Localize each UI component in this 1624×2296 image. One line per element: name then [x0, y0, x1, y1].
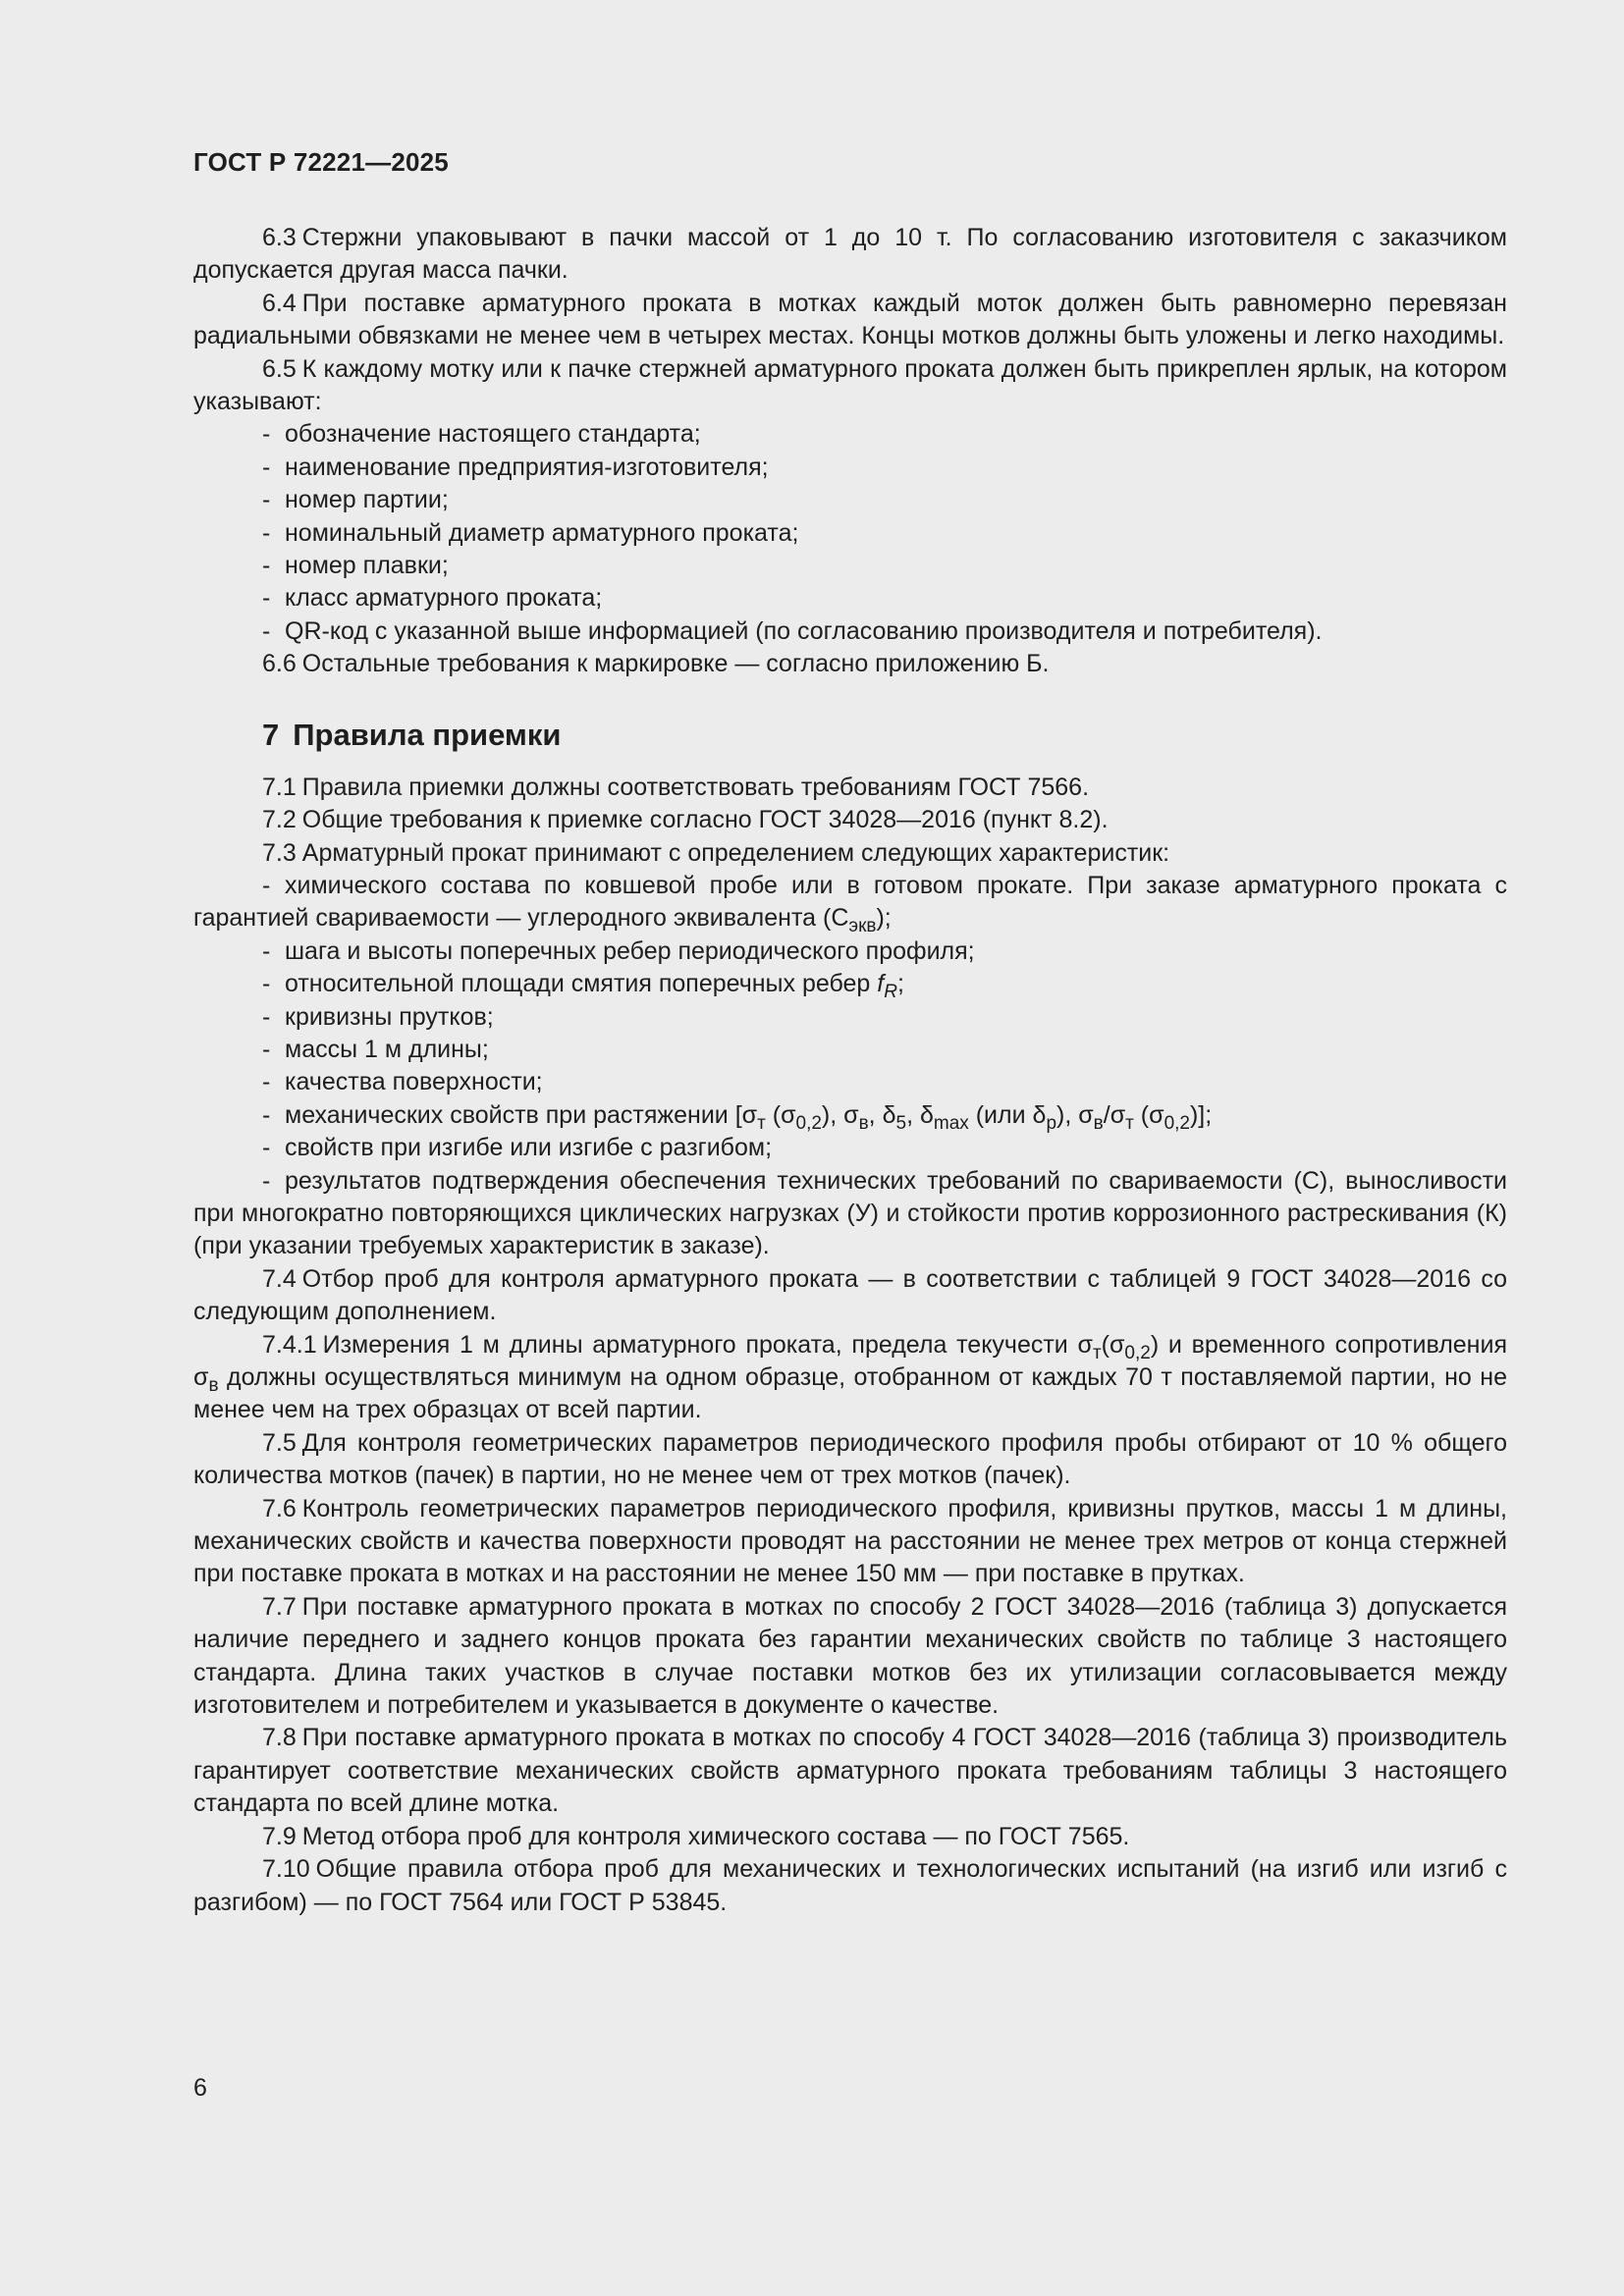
- paragraph-text: К каждому мотку или к пачке стержней арматурного проката должен быть прикреплен ярлык, на котором указывают:: [193, 354, 1507, 416]
- paragraph-text: Общие требования к приемке согласно ГОСТ 34028—2016 (пункт 8.2).: [301, 806, 1109, 834]
- document-body: [193, 222, 1507, 1919]
- paragraph-number: 6.6: [262, 650, 297, 678]
- list-item: - результатов подтверждения обеспечения технических требований по свариваемости (С), выносливости при многократно повторяющихся циклических нагрузках (У) и стойкости против коррозионного растрескивания (К) (при указании требуемых характеристик в заказе).: [193, 1166, 1507, 1260]
- paragraph-7-4-1: 7.4.1 Измерения 1 м длины арматурного проката, предела текучести $\sigma_т(\sigma_{0,2})$ и временного сопротивления $\sigma_в$ должны осуществляться минимум на одном образце, отобранном от каждых 70 т поставляемой партии, но не менее чем на трех образцах от всей партии.: [193, 1330, 1507, 1424]
- paragraph-7-10: [193, 1853, 1507, 1919]
- paragraph-number: 6.4: [262, 289, 297, 317]
- paragraph-6-4: [193, 288, 1507, 353]
- paragraph-number: 7.9: [262, 1822, 297, 1850]
- paragraph-text: Для контроля геометрических параметров периодического профиля пробы отбирают от 10 % общего количества мотков (пачек) в партии, но не менее чем от трех мотков (пачек).: [193, 1428, 1507, 1490]
- paragraph-number: 7.1: [262, 773, 297, 801]
- list-item: - номинальный диаметр арматурного проката;: [193, 517, 1507, 550]
- paragraph-7-4: [193, 1263, 1507, 1329]
- paragraph-text: При поставке арматурного проката в мотках по способу 4 ГОСТ 34028—2016 (таблица 3) производитель гарантирует соответствие механических свойств арматурного проката требованиям таблицы 3 настоящего стандарта по всей длине мотка.: [193, 1724, 1507, 1818]
- list-dash: -: [262, 871, 271, 899]
- page-number: 6: [193, 2074, 207, 2102]
- paragraph-7-9: [193, 1821, 1507, 1853]
- list-item: - класс арматурного проката;: [193, 582, 1507, 614]
- paragraph-7-6: [193, 1493, 1507, 1591]
- list-dash: -: [262, 936, 271, 965]
- paragraph-7-3: [193, 837, 1507, 870]
- paragraph-number: 6.5: [262, 354, 297, 383]
- paragraph-text: Метод отбора проб для контроля химического состава — по ГОСТ 7565.: [301, 1822, 1130, 1850]
- paragraph-7-7: [193, 1591, 1507, 1723]
- list-dash: -: [262, 970, 271, 998]
- paragraph-6-6: [193, 648, 1507, 680]
- paragraph-7-1: [193, 772, 1507, 804]
- paragraph-7-8: [193, 1722, 1507, 1820]
- list-item: - механических свойств при растяжении [$\sigma_т$ $(\sigma_{0,2})$, $\sigma_в$, $\delta_5$, $\delta_{max}$ (или $\delta_р$), $\sigma_в/\sigma_т$ $(\sigma_{0,2})$];: [262, 1100, 1213, 1134]
- paragraph-text: Стержни упаковывают в пачки массой от 1 до 10 т. По согласованию изготовителя с заказчиком допускается другая масса пачки.: [193, 224, 1507, 285]
- list-dash: -: [262, 1100, 271, 1129]
- list-dash: -: [262, 1068, 271, 1096]
- paragraph-text: Контроль геометрических параметров периодического профиля, кривизны прутков, массы 1 м длины, механических свойств и качества поверхности проводят на расстоянии не менее трех метров от конца стержней при поставке проката в мотках и на расстоянии не менее 150 мм — при поставке в прутках.: [193, 1494, 1507, 1588]
- paragraph-7-2: [193, 804, 1507, 836]
- paragraph-number: 7.10: [262, 1855, 310, 1884]
- list-item: - качества поверхности;: [193, 1066, 1507, 1098]
- list-item: - кривизны прутков;: [193, 1001, 1507, 1034]
- list-item: - номер партии;: [193, 484, 1507, 516]
- list-dash: -: [262, 584, 271, 613]
- document-header: ГОСТ Р 72221—2025: [193, 147, 449, 177]
- paragraph-text: Отбор проб для контроля арматурного проката — в соответствии с таблицей 9 ГОСТ 34028—2016 со следующим дополнением.: [193, 1264, 1507, 1326]
- section-number: 7: [262, 717, 280, 752]
- paragraph-number: 7.5: [262, 1428, 297, 1457]
- paragraph-number: 7.8: [262, 1724, 297, 1752]
- list-dash: -: [262, 1166, 271, 1195]
- list-dash: -: [262, 552, 271, 580]
- paragraph-number: 7.6: [262, 1494, 297, 1522]
- list-item: - шага и высоты поперечных ребер периодического профиля;: [193, 935, 1507, 968]
- paragraph-text: Общие правила отбора проб для механических и технологических испытаний (на изгиб или изгиб с разгибом) — по ГОСТ 7564 или ГОСТ Р 53845.: [193, 1855, 1507, 1916]
- list-dash: -: [262, 1134, 271, 1162]
- list-item: - массы 1 м длины;: [193, 1034, 1507, 1066]
- paragraph-text: Остальные требования к маркировке — согласно приложению Б.: [301, 650, 1050, 678]
- list-item: - обозначение настоящего стандарта;: [193, 418, 1507, 451]
- paragraph-text: При поставке арматурного проката в мотках по способу 2 ГОСТ 34028—2016 (таблица 3) допускается наличие переднего и заднего концов проката без гарантии механических свойств по таблице 3 настоящего стандарта. Длина таких участков в случае поставки мотков без их утилизации согласовывается между изготовителем и потребителем и указывается в документе о качестве.: [193, 1592, 1507, 1720]
- paragraph-number: 7.3: [262, 838, 297, 867]
- paragraph-6-3: [193, 222, 1507, 288]
- paragraph-number: 7.4.1: [262, 1330, 317, 1359]
- list-dash: -: [262, 453, 271, 481]
- list-dash: -: [262, 616, 271, 645]
- paragraph-text: Правила приемки должны соответствовать требованиям ГОСТ 7566.: [301, 773, 1090, 801]
- list-dash: -: [262, 1035, 271, 1063]
- list-dash: -: [262, 518, 271, 547]
- paragraph-6-5: [193, 353, 1507, 419]
- paragraph-text: Арматурный прокат принимают с определением следующих характеристик:: [301, 838, 1170, 867]
- section-heading: [262, 717, 1507, 754]
- paragraph-7-5: [193, 1427, 1507, 1493]
- list-dash: -: [262, 1002, 271, 1031]
- list-dash: -: [262, 420, 271, 449]
- paragraph-number: 7.7: [262, 1592, 297, 1621]
- list-item: - химического состава по ковшевой пробе или в готовом прокате. При заказе арматурного проката с гарантией свариваемости — углеродного эквивалента $(С_{экв})$;: [193, 871, 1507, 937]
- list-item: - номер плавки;: [193, 550, 1507, 582]
- paragraph-number: 6.3: [262, 224, 297, 251]
- list-item: - относительной площади смятия поперечных ребер $f_R$;: [262, 970, 904, 1003]
- list-item: - QR-код с указанной выше информацией (по согласованию производителя и потребителя).: [193, 615, 1507, 648]
- list-item: - наименование предприятия-изготовителя;: [193, 452, 1507, 484]
- list-dash: -: [262, 486, 271, 514]
- section-title: Правила приемки: [293, 717, 562, 752]
- paragraph-number: 7.2: [262, 806, 297, 834]
- list-item: - свойств при изгибе или изгибе с разгибом;: [193, 1132, 1507, 1164]
- paragraph-number: 7.4: [262, 1264, 297, 1293]
- paragraph-text: При поставке арматурного проката в мотках каждый моток должен быть равномерно перевязан радиальными обвязками не менее чем в четырех местах. Концы мотков должны быть уложены и легко находимы.: [193, 289, 1507, 350]
